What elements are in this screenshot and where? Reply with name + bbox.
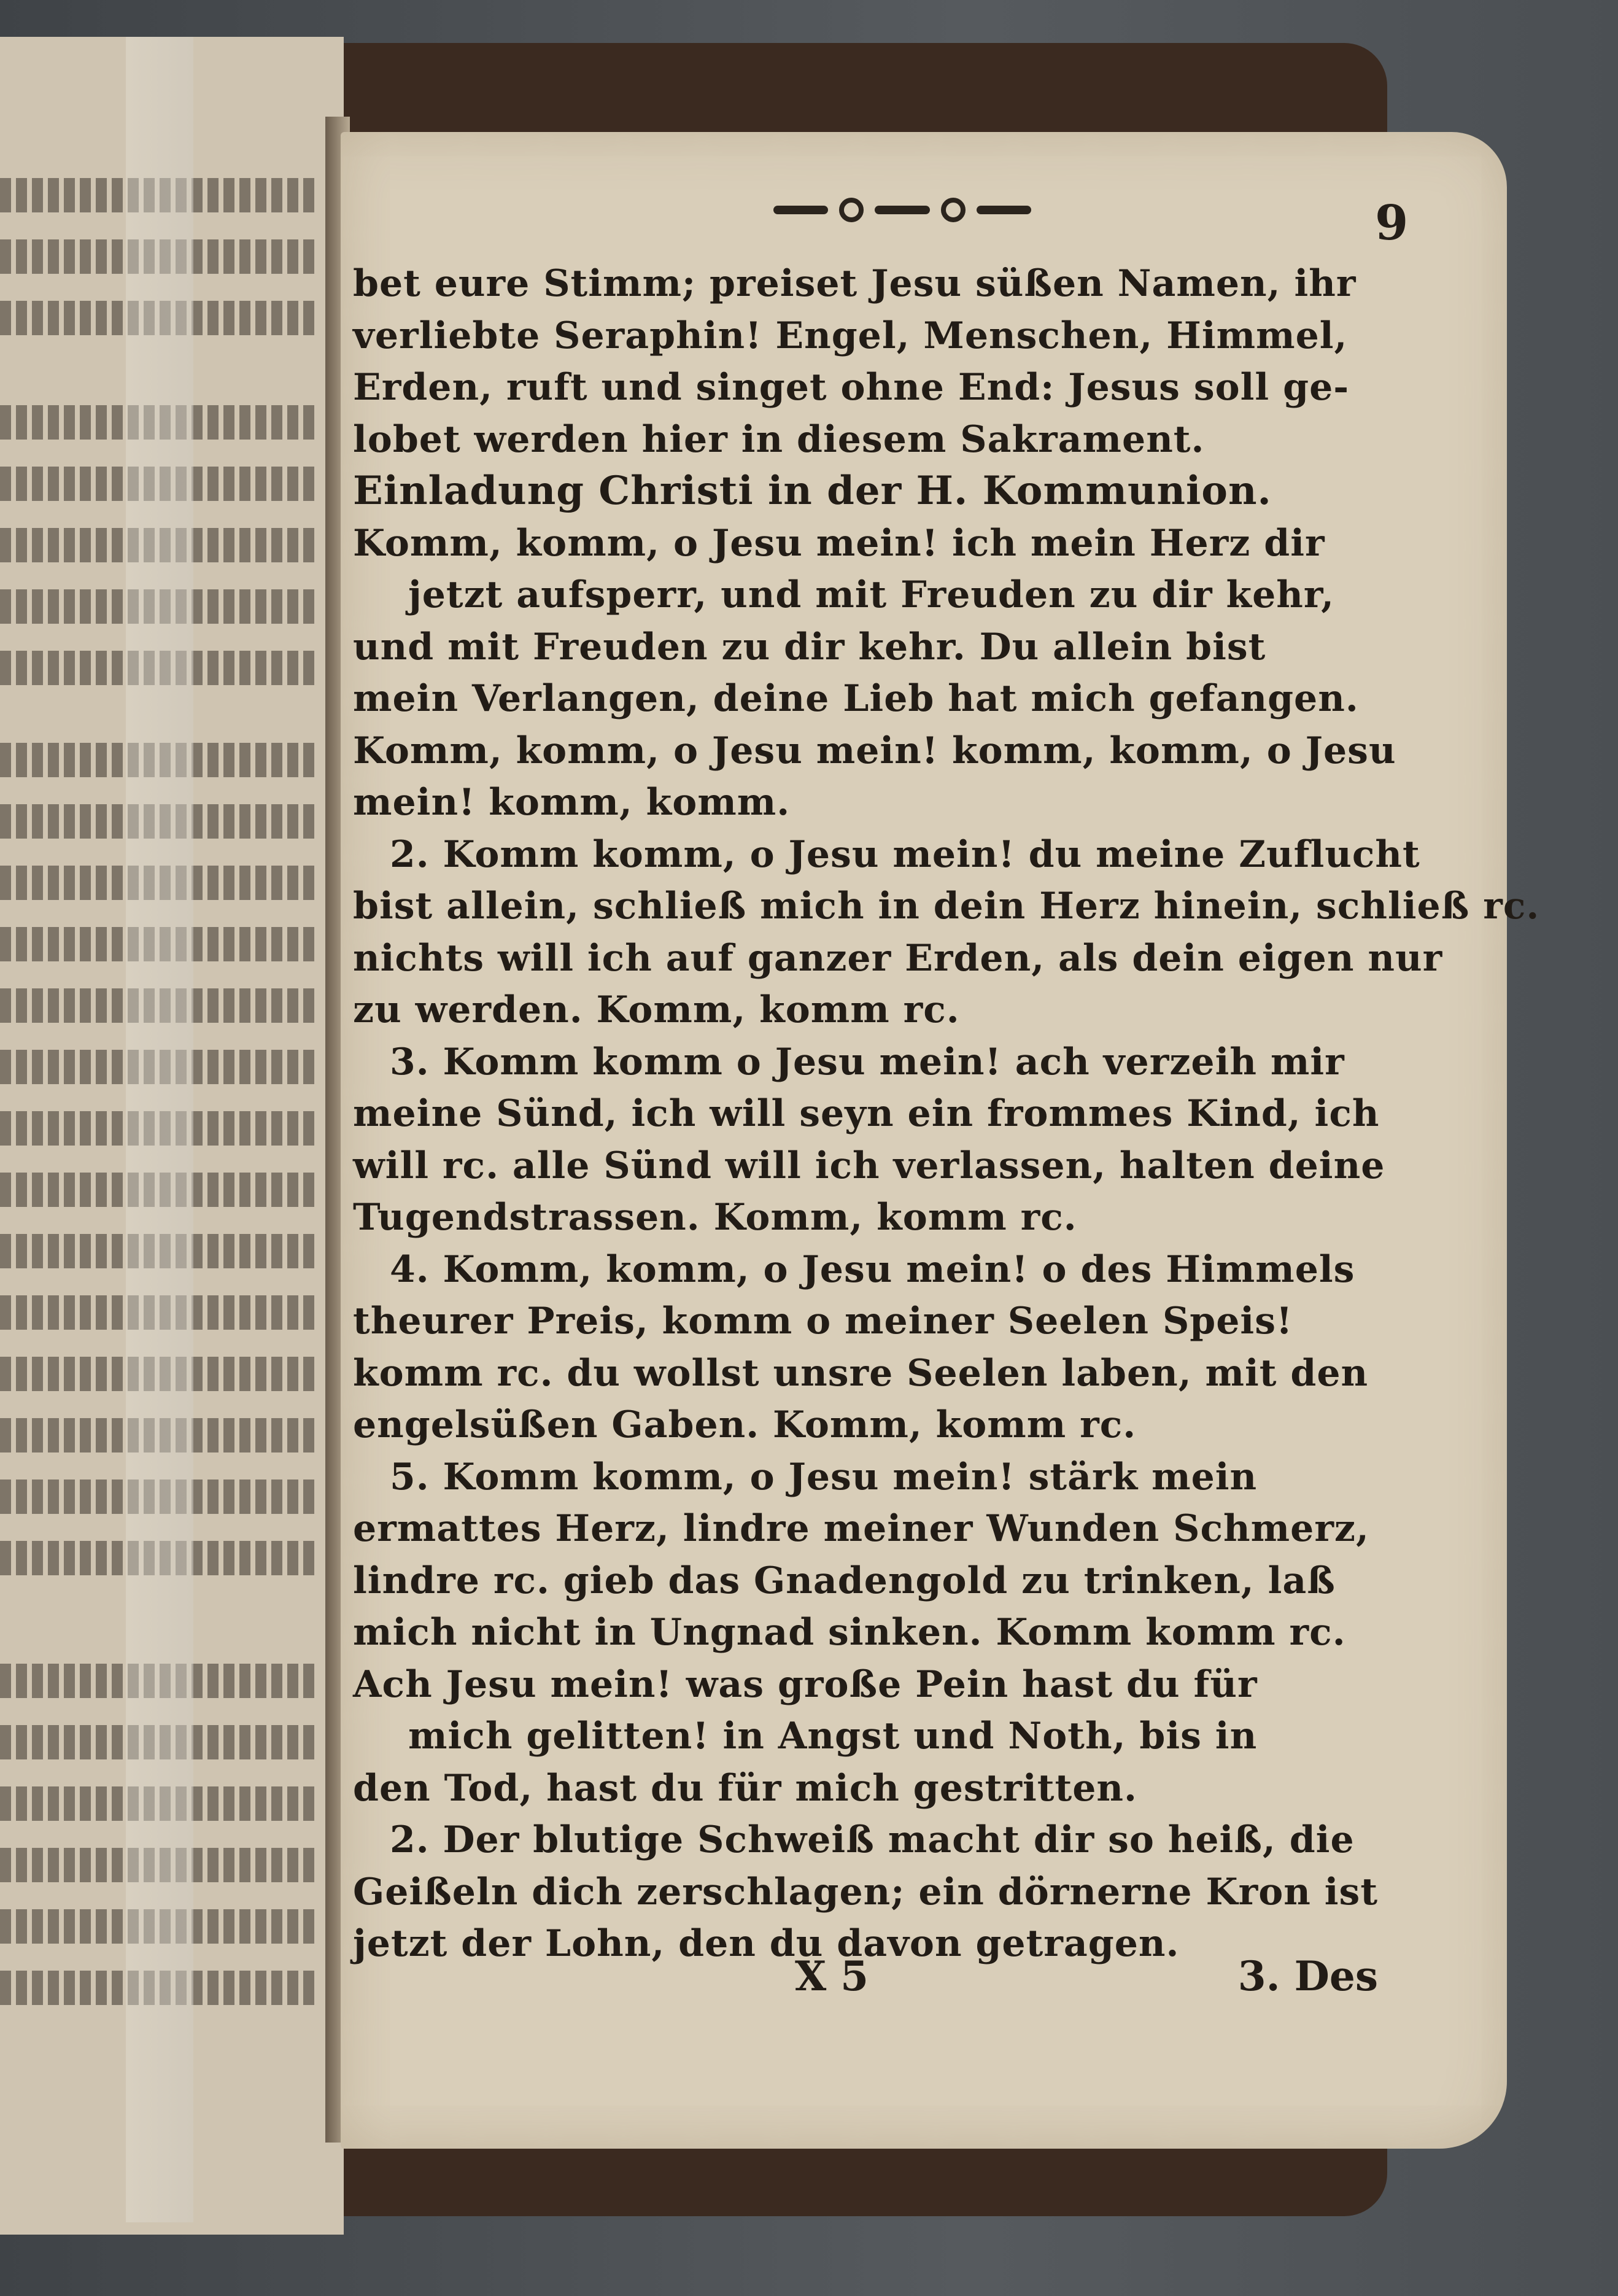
text-line: Erden, ruft und singet ohne End: Jesus soll ge- (353, 366, 1350, 409)
page-footer (353, 1952, 1384, 2014)
spine-support-strip (126, 37, 193, 2222)
text-line: lobet werden hier in diesem Sakrament. (353, 417, 1205, 461)
text-line: Ach Jesu mein! was große Pein hast du für (353, 1662, 1258, 1706)
text-line: jetzt aufsperr, und mit Freuden zu dir kehr, (408, 573, 1335, 616)
text-line: komm rc. du wollst unsre Seelen laben, mit den (353, 1351, 1369, 1395)
text-line: Tugendstrassen. Komm, komm rc. (353, 1196, 1077, 1239)
text-line: Komm, komm, o Jesu mein! komm, komm, o Jesu (353, 729, 1396, 772)
header-ornament (773, 192, 1031, 228)
text-line: meine Sünd, ich will seyn ein frommes Kind, ich (353, 1092, 1380, 1135)
text-line: zu werden. Komm, komm rc. (353, 988, 960, 1031)
text-line: 3. Komm komm o Jesu mein! ach verzeih mir (390, 1040, 1345, 1084)
text-line: mich gelitten! in Angst und Noth, bis in (408, 1715, 1258, 1758)
text-line: mich nicht in Ungnad sinken. Komm komm rc. (353, 1611, 1346, 1654)
text-line: verliebte Seraphin! Engel, Menschen, Himmel, (353, 314, 1348, 357)
text-line: theurer Preis, komm o meiner Seelen Speis! (353, 1300, 1293, 1343)
section-heading: Einladung Christi in der H. Kommunion. (353, 468, 1272, 514)
text-line: den Tod, hast du für mich gestritten. (353, 1766, 1137, 1810)
text-line: mein Verlangen, deine Lieb hat mich gefangen. (353, 677, 1359, 720)
text-line: mein! komm, komm. (353, 781, 791, 824)
text-line: 2. Komm komm, o Jesu mein! du meine Zuflucht (390, 832, 1420, 876)
signature-mark: X 5 (795, 1952, 869, 2000)
text-line: engelsüßen Gaben. Komm, komm rc. (353, 1403, 1137, 1446)
text-line: bet eure Stimm; preiset Jesu süßen Namen, ihr (353, 262, 1357, 305)
text-line: lindre rc. gieb das Gnadengold zu trinken, laß (353, 1559, 1336, 1602)
text-line: bist allein, schließ mich in dein Herz hinein, schließ rc. (353, 885, 1540, 928)
text-line: und mit Freuden zu dir kehr. Du allein bist (353, 625, 1266, 669)
text-line: ermattes Herz, lindre meiner Wunden Schmerz, (353, 1507, 1369, 1550)
text-line: 5. Komm komm, o Jesu mein! stärk mein (390, 1455, 1258, 1499)
hymn-text (353, 258, 1540, 1970)
text-line: nichts will ich auf ganzer Erden, als dein eigen nur (353, 936, 1443, 980)
text-line: jetzt der Lohn, den du davon getragen. (353, 1922, 1180, 1965)
text-line: Komm, komm, o Jesu mein! ich mein Herz dir (353, 521, 1325, 565)
catchword: 3. Des (1237, 1952, 1378, 2000)
text-line: will rc. alle Sünd will ich verlassen, halten deine (353, 1144, 1385, 1187)
text-line: Geißeln dich zerschlagen; ein dörnerne Kron ist (353, 1870, 1379, 1914)
text-line: 2. Der blutige Schweiß macht dir so heiß, die (390, 1818, 1355, 1861)
page-number: 9 (1375, 195, 1409, 251)
text-line: 4. Komm, komm, o Jesu mein! o des Himmels (390, 1247, 1355, 1291)
